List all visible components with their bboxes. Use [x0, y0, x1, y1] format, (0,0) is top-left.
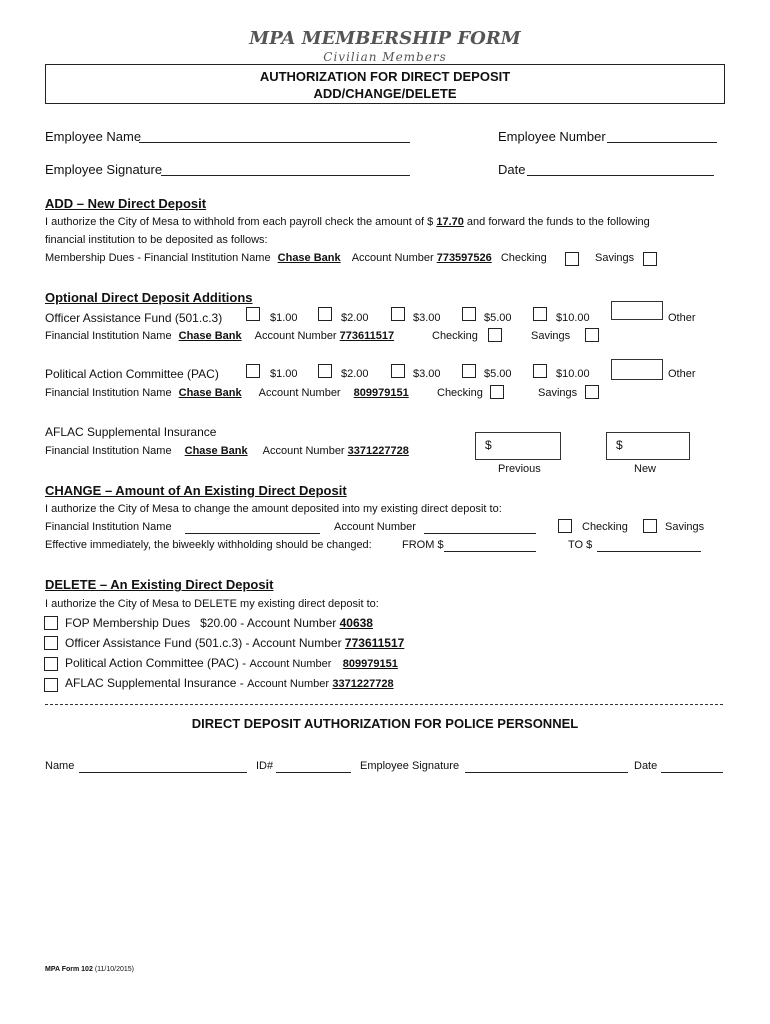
footer-form-date: (11/10/2015)	[94, 966, 134, 973]
change-savings-label: Savings	[665, 521, 705, 533]
pac-label: Political Action Committee (PAC)	[45, 367, 219, 381]
aflac-fin-label: Financial Institution Name	[45, 445, 172, 457]
dues-label: Membership Dues - Financial Institution Name	[45, 252, 271, 264]
pac-savings-checkbox[interactable]	[585, 385, 599, 399]
pac-other-input[interactable]	[611, 359, 663, 380]
change-account-label: Account Number	[334, 521, 416, 533]
aflac-account: 3371227728	[347, 445, 409, 457]
dues-checking-checkbox[interactable]	[565, 252, 579, 266]
add-text1	[45, 216, 650, 228]
add-amount: 17.70	[436, 216, 464, 228]
delete-fop-checkbox[interactable]	[44, 616, 58, 630]
pac-1-label: $1.00	[270, 368, 298, 380]
delete-aflac-line	[65, 676, 394, 690]
oaf-5-label: $5.00	[484, 312, 512, 324]
date-label: Date	[498, 162, 526, 177]
police-heading: DIRECT DEPOSIT AUTHORIZATION FOR POLICE PERSONNEL	[191, 716, 579, 731]
dues-savings-checkbox[interactable]	[643, 252, 657, 266]
pac-5-label: $5.00	[484, 368, 512, 380]
pac-3-label: $3.00	[413, 368, 441, 380]
oaf-savings-checkbox[interactable]	[585, 328, 599, 342]
police-signature-field[interactable]	[465, 772, 628, 773]
pac-account: 809979151	[353, 387, 409, 399]
oaf-1-label: $1.00	[270, 312, 298, 324]
oaf-bank: Chase Bank	[178, 330, 242, 342]
header-box	[45, 64, 725, 104]
aflac-fin-line	[45, 445, 409, 457]
dues-account: 773597526	[436, 252, 492, 264]
add-text1-post: and forward the funds to the following	[466, 216, 650, 228]
pac-1-checkbox[interactable]	[246, 364, 260, 378]
delete-oaf-label: Officer Assistance Fund (501.c.3) - Account Number	[65, 636, 342, 650]
dues-account-label: Account Number	[351, 252, 434, 264]
pac-account-label: Account Number	[258, 387, 341, 399]
oaf-10-label: $10.00	[556, 312, 590, 324]
change-fin-field[interactable]	[185, 533, 320, 534]
oaf-1-checkbox[interactable]	[246, 307, 260, 321]
delete-aflac-checkbox[interactable]	[44, 678, 58, 692]
oaf-fin-line	[45, 330, 394, 342]
pac-other-label: Other	[668, 368, 696, 380]
oaf-2-checkbox[interactable]	[318, 307, 332, 321]
employee-number-field[interactable]	[607, 142, 717, 143]
employee-signature-field[interactable]	[161, 175, 410, 176]
police-name-label: Name	[45, 760, 75, 772]
delete-oaf-checkbox[interactable]	[44, 636, 58, 650]
delete-aflac-acc-label: Account Number	[247, 678, 330, 690]
change-text: I authorize the City of Mesa to change the amount deposited into my existing direct deposit to:	[45, 503, 502, 515]
pac-fin-label: Financial Institution Name	[45, 387, 172, 399]
aflac-new-label: New	[634, 463, 657, 475]
pac-10-checkbox[interactable]	[533, 364, 547, 378]
aflac-bank: Chase Bank	[184, 445, 248, 457]
delete-text: I authorize the City of Mesa to DELETE my existing direct deposit to:	[45, 598, 379, 610]
change-to-label: TO $	[568, 539, 593, 551]
aflac-label: AFLAC Supplemental Insurance	[45, 425, 217, 439]
add-text2: financial institution to be deposited as follows:	[45, 234, 268, 246]
change-heading: CHANGE – Amount of An Existing Direct Deposit	[45, 483, 347, 498]
police-date-label: Date	[634, 760, 658, 772]
delete-fop-line	[65, 616, 373, 630]
police-name-field[interactable]	[79, 772, 247, 773]
pac-savings-label: Savings	[538, 387, 578, 399]
add-heading: ADD – New Direct Deposit	[45, 196, 207, 211]
pac-bank: Chase Bank	[178, 387, 242, 399]
police-date-field[interactable]	[661, 772, 723, 773]
delete-pac-checkbox[interactable]	[44, 657, 58, 671]
police-id-field[interactable]	[276, 772, 351, 773]
oaf-3-label: $3.00	[413, 312, 441, 324]
aflac-account-label: Account Number	[262, 445, 345, 457]
dues-bank: Chase Bank	[277, 252, 341, 264]
dues-savings-label: Savings	[595, 252, 635, 264]
membership-dues-line	[45, 252, 547, 264]
oaf-other-input[interactable]	[611, 301, 663, 320]
pac-2-checkbox[interactable]	[318, 364, 332, 378]
oaf-3-checkbox[interactable]	[391, 307, 405, 321]
delete-pac-line	[65, 656, 398, 670]
aflac-previous-input[interactable]	[475, 432, 561, 460]
pac-checking-checkbox[interactable]	[490, 385, 504, 399]
dues-checking-label: Checking	[500, 252, 547, 264]
oaf-account-label: Account Number	[254, 330, 337, 342]
aflac-new-input[interactable]	[606, 432, 690, 460]
header-box-line1: AUTHORIZATION FOR DIRECT DEPOSIT	[259, 69, 511, 84]
change-effective-text: Effective immediately, the biweekly withholding should be changed:	[45, 539, 372, 551]
delete-fop-label: FOP Membership Dues $20.00 - Account Number	[65, 616, 337, 630]
pac-checking-label: Checking	[437, 387, 483, 399]
delete-oaf-line	[65, 636, 404, 650]
change-from-label: FROM $	[402, 539, 444, 551]
footer	[45, 966, 134, 973]
delete-oaf-account: 773611517	[344, 636, 405, 650]
oaf-fin-label: Financial Institution Name	[45, 330, 172, 342]
oaf-checking-checkbox[interactable]	[488, 328, 502, 342]
aflac-previous-label: Previous	[498, 463, 541, 475]
header-box-line2: ADD/CHANGE/DELETE	[313, 86, 457, 101]
form-title: MPA MEMBERSHIP FORM	[249, 28, 521, 49]
pac-5-checkbox[interactable]	[462, 364, 476, 378]
oaf-checking-label: Checking	[432, 330, 478, 342]
oaf-label: Officer Assistance Fund (501.c.3)	[45, 311, 223, 325]
change-to-field[interactable]	[597, 551, 701, 552]
change-from-field[interactable]	[444, 551, 536, 552]
date-field[interactable]	[527, 175, 714, 176]
pac-10-label: $10.00	[556, 368, 590, 380]
oaf-account: 773611517	[339, 330, 395, 342]
change-checking-checkbox[interactable]	[558, 519, 572, 533]
aflac-previous-dollar: $	[485, 438, 492, 452]
delete-heading: DELETE – An Existing Direct Deposit	[45, 577, 274, 592]
employee-name-label: Employee Name	[45, 129, 142, 144]
oaf-5-checkbox[interactable]	[462, 307, 476, 321]
oaf-10-checkbox[interactable]	[533, 307, 547, 321]
optional-heading: Optional Direct Deposit Additions	[45, 290, 253, 305]
employee-name-field[interactable]	[139, 142, 410, 143]
oaf-2-label: $2.00	[341, 312, 369, 324]
change-fin-label: Financial Institution Name	[45, 521, 172, 533]
aflac-new-dollar: $	[616, 438, 623, 452]
delete-pac-acc-label: Account Number	[249, 658, 332, 670]
change-account-field[interactable]	[424, 533, 536, 534]
form-subtitle: Civilian Members	[323, 50, 447, 64]
delete-aflac-label: AFLAC Supplemental Insurance -	[65, 676, 244, 690]
delete-pac-account: 809979151	[342, 658, 398, 670]
add-text1-pre: I authorize the City of Mesa to withhold from each payroll check the amount of $	[45, 216, 434, 228]
police-signature-label: Employee Signature	[360, 760, 460, 772]
section-divider	[45, 704, 723, 705]
footer-form-number: MPA Form 102	[45, 966, 93, 973]
change-checking-label: Checking	[582, 521, 628, 533]
delete-pac-label: Political Action Committee (PAC) -	[65, 656, 247, 670]
pac-2-label: $2.00	[341, 368, 369, 380]
pac-fin-line	[45, 387, 409, 399]
employee-number-label: Employee Number	[498, 129, 606, 144]
pac-3-checkbox[interactable]	[391, 364, 405, 378]
delete-fop-account: 40638	[339, 616, 373, 630]
employee-signature-label: Employee Signature	[45, 162, 163, 177]
delete-aflac-account: 3371227728	[332, 678, 394, 690]
oaf-savings-label: Savings	[531, 330, 571, 342]
change-savings-checkbox[interactable]	[643, 519, 657, 533]
oaf-other-label: Other	[668, 312, 696, 324]
police-id-label: ID#	[256, 760, 274, 772]
